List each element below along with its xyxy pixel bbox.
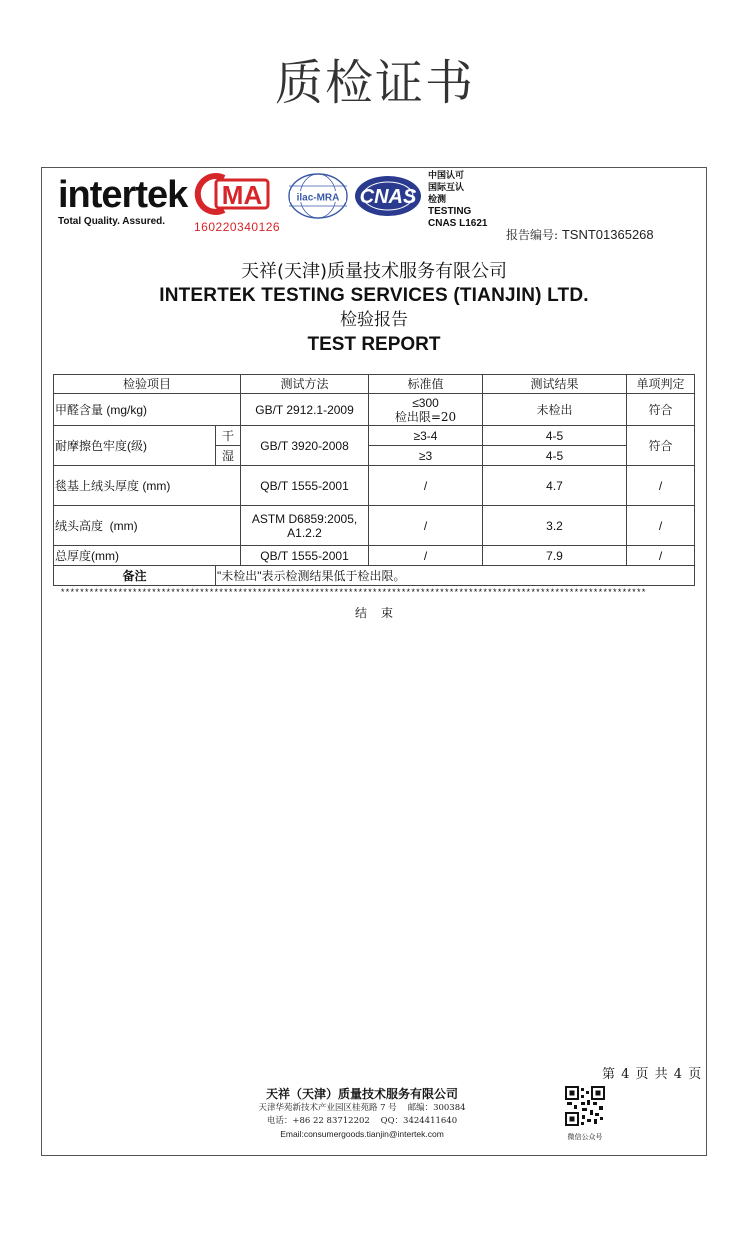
table-header: 测试方法 bbox=[241, 375, 369, 394]
sub-item-cell: 干 bbox=[216, 426, 241, 446]
cnas-mark-text: CNAS bbox=[359, 186, 417, 208]
footer bbox=[242, 1086, 482, 1141]
ilac-mra-logo bbox=[286, 172, 350, 224]
page-count: 第 4 页 共 4 页 bbox=[602, 1067, 702, 1082]
method-cell bbox=[241, 506, 369, 546]
test-results-table bbox=[53, 374, 695, 586]
cnas-label-line: CNAS L1621 bbox=[428, 218, 488, 229]
standard-cell: ≥3-4 bbox=[369, 426, 483, 446]
standard-cell: / bbox=[369, 506, 483, 546]
report-document bbox=[41, 167, 707, 1156]
table-row bbox=[54, 546, 695, 566]
sub-item-cell: 湿 bbox=[216, 446, 241, 466]
table-header: 测试结果 bbox=[483, 375, 627, 394]
table-header: 检验项目 bbox=[54, 375, 241, 394]
table-row bbox=[54, 394, 695, 426]
table-row bbox=[54, 466, 695, 506]
cnas-label-line: 国际互认 bbox=[428, 183, 465, 193]
report-title-en: TEST REPORT bbox=[307, 334, 441, 355]
intertek-wordmark: intertek bbox=[58, 174, 188, 216]
verdict-cell: / bbox=[627, 546, 695, 566]
result-cell: 7.9 bbox=[483, 546, 627, 566]
footer-address: 天津华苑新技术产业园区桂苑路 7 号 邮编：300384 bbox=[258, 1103, 466, 1113]
item-cell: 耐摩擦色牢度(级) bbox=[54, 426, 216, 466]
cnas-label-line: 中国认可 bbox=[428, 171, 465, 181]
method-line: ASTM D6859:2005, bbox=[251, 511, 358, 526]
cnas-label-line: TESTING bbox=[428, 206, 472, 217]
item-cell: 毯基上绒头厚度 (mm) bbox=[54, 466, 241, 506]
verdict-cell: 符合 bbox=[627, 394, 695, 426]
item-cell: 绒头高度 (mm) bbox=[54, 506, 241, 546]
report-number bbox=[506, 226, 654, 243]
page-title: 质检证书 bbox=[274, 55, 475, 111]
ilac-mra-text: ilac-MRA bbox=[296, 192, 340, 204]
result-cell: 未检出 bbox=[483, 394, 627, 426]
table-header: 标准值 bbox=[369, 375, 483, 394]
report-titles bbox=[42, 260, 706, 358]
company-name-en: INTERTEK TESTING SERVICES (TIANJIN) LTD. bbox=[159, 285, 589, 306]
standard-cell: / bbox=[369, 466, 483, 506]
qr-code-icon bbox=[565, 1086, 605, 1126]
method-cell: GB/T 3920-2008 bbox=[241, 426, 369, 466]
remark-label-cell bbox=[54, 566, 216, 586]
wechat-qr bbox=[560, 1086, 610, 1142]
remark-row bbox=[54, 566, 695, 586]
method-cell: QB/T 1555-2001 bbox=[241, 466, 369, 506]
intertek-logo bbox=[58, 176, 187, 227]
cnas-mark-icon bbox=[352, 174, 424, 218]
separator-stars: ************************************************************************************************************************** bbox=[60, 588, 646, 598]
item-cell: 甲醛含量 (mg/kg) bbox=[54, 394, 241, 426]
report-title-cn: 检验报告 bbox=[340, 310, 408, 330]
cma-mark-icon bbox=[194, 172, 274, 216]
table-row bbox=[54, 426, 695, 446]
company-name-cn: 天祥(天津)质量技术服务有限公司 bbox=[240, 261, 508, 282]
ilac-globe-icon bbox=[286, 172, 350, 220]
standard-cell: ≥3 bbox=[369, 446, 483, 466]
cnas-accreditation-label bbox=[428, 170, 487, 230]
method-line: A1.2.2 bbox=[287, 525, 322, 540]
standard-cell: / bbox=[369, 546, 483, 566]
remark-text: "未检出"表示检测结果低于检出限。 bbox=[216, 566, 695, 586]
standard-line: 检出限=20 bbox=[394, 409, 457, 424]
report-number-value: TSNT01365268 bbox=[561, 227, 654, 242]
method-cell: GB/T 2912.1-2009 bbox=[241, 394, 369, 426]
intertek-tagline: Total Quality. Assured. bbox=[58, 216, 166, 227]
footer-phone: 电话：+86 22 83712202 QQ：3424411640 bbox=[266, 1116, 458, 1126]
verdict-cell: / bbox=[627, 466, 695, 506]
end-mark: 结束 bbox=[354, 606, 407, 620]
item-cell: 总厚度(mm) bbox=[54, 546, 241, 566]
report-number-label: 报告编号: bbox=[506, 228, 562, 242]
standard-line: ≤300 bbox=[412, 395, 439, 410]
qr-caption: 微信公众号 bbox=[567, 1133, 603, 1141]
table-header-row bbox=[54, 375, 695, 394]
cma-logo bbox=[194, 172, 281, 234]
result-cell: 4-5 bbox=[483, 426, 627, 446]
result-cell: 3.2 bbox=[483, 506, 627, 546]
footer-email: Email:consumergoods.tianjin@intertek.com bbox=[280, 1129, 444, 1139]
standard-cell bbox=[369, 394, 483, 426]
verdict-cell: 符合 bbox=[627, 426, 695, 466]
table-header: 单项判定 bbox=[627, 375, 695, 394]
cnas-label-line: 检测 bbox=[428, 195, 447, 205]
method-cell: QB/T 1555-2001 bbox=[241, 546, 369, 566]
result-cell: 4-5 bbox=[483, 446, 627, 466]
table-row bbox=[54, 506, 695, 546]
footer-company: 天祥（天津）质量技术服务有限公司 bbox=[265, 1087, 458, 1101]
cma-number: 160220340126 bbox=[194, 220, 281, 234]
cnas-logo bbox=[352, 174, 424, 222]
verdict-cell: / bbox=[627, 506, 695, 546]
cma-mark-text: MA bbox=[221, 180, 263, 210]
remark-label: 备注 bbox=[122, 568, 147, 583]
result-cell: 4.7 bbox=[483, 466, 627, 506]
